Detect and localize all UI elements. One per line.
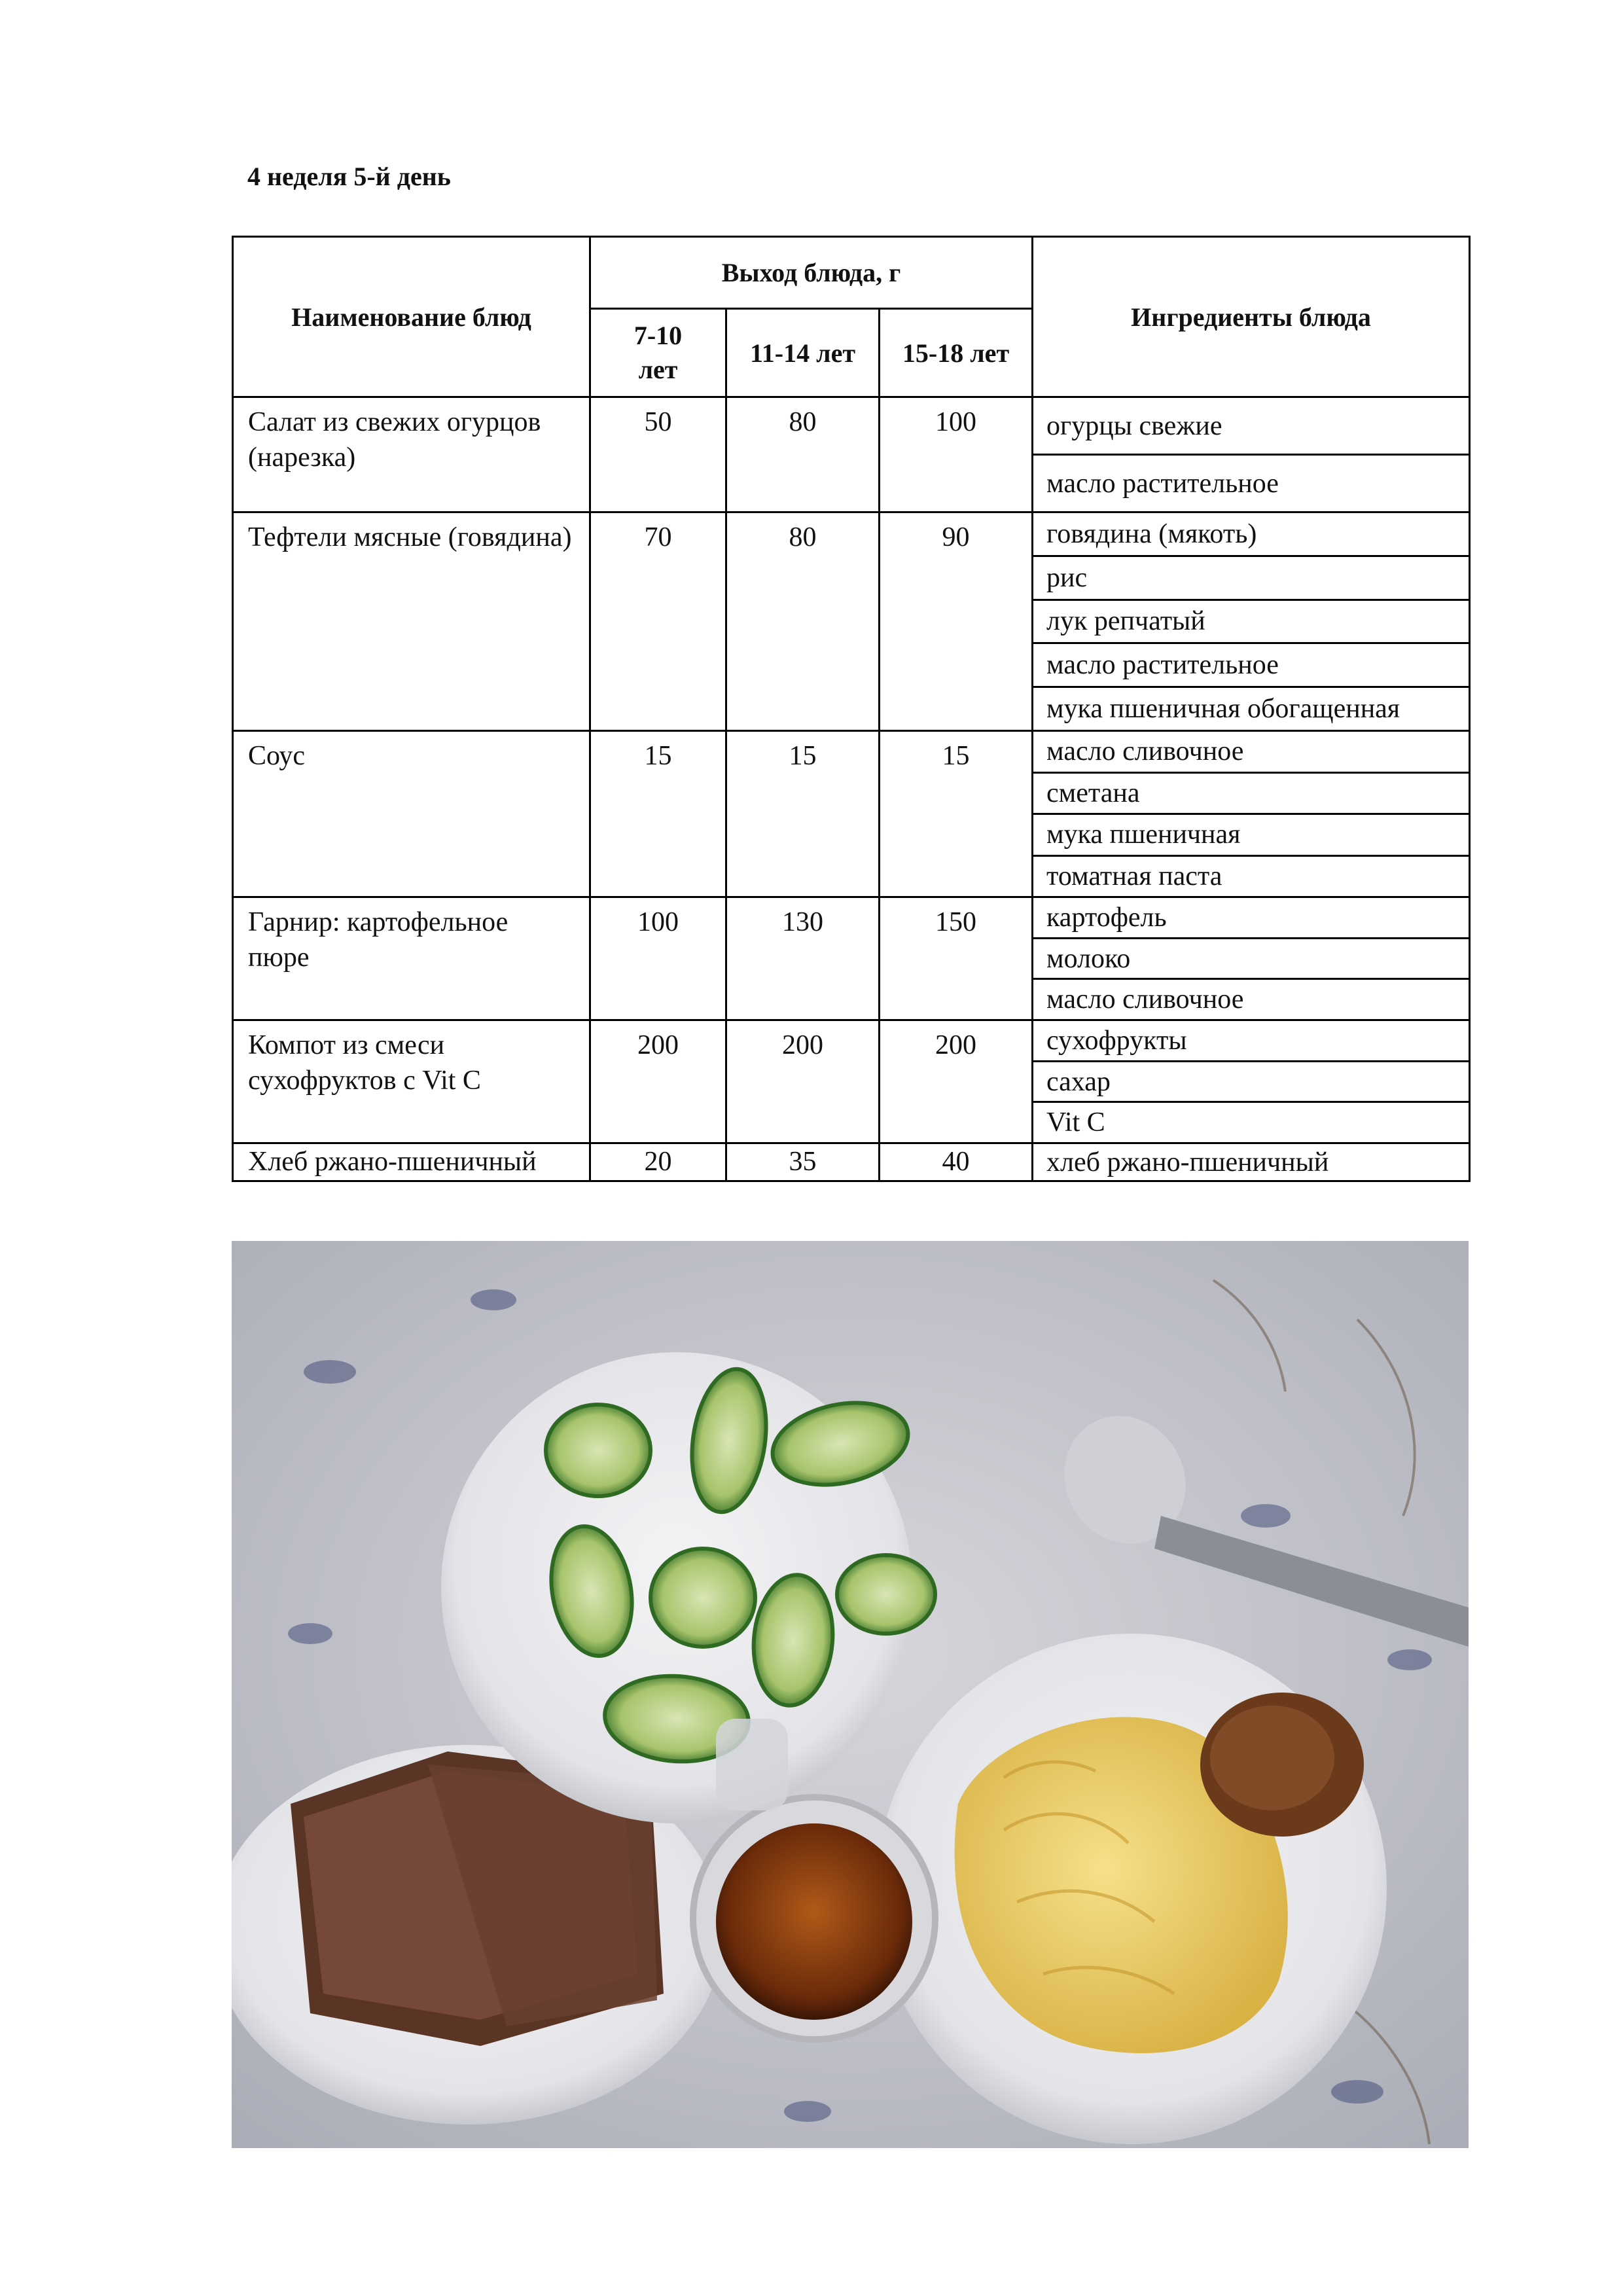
yield-7-10: 20 bbox=[590, 1143, 726, 1181]
ingredients-list bbox=[1033, 898, 1469, 1019]
yield-15-18: 150 bbox=[880, 897, 1033, 1020]
ingredient-item: сухофрукты bbox=[1046, 1025, 1187, 1056]
ingredient-item: томатная паста bbox=[1033, 855, 1469, 897]
meal-photo bbox=[232, 1241, 1469, 2148]
ingredient-item: Vit C bbox=[1033, 1101, 1469, 1142]
ingredients-cell bbox=[1033, 397, 1470, 512]
ingredient-item: рис bbox=[1033, 555, 1469, 599]
table-row bbox=[233, 897, 1470, 1020]
dish-name: Компот из смеси сухофруктов с Vit C bbox=[233, 1020, 590, 1143]
header-dish-name: Наименование блюд bbox=[233, 237, 590, 397]
ingredients-list bbox=[1033, 732, 1469, 896]
yield-7-10: 70 bbox=[590, 512, 726, 731]
yield-7-10: 200 bbox=[590, 1020, 726, 1143]
yield-11-14: 80 bbox=[726, 512, 880, 731]
yield-11-14: 15 bbox=[726, 731, 880, 897]
dish-name: Хлеб ржано-пшеничный bbox=[233, 1143, 590, 1181]
ingredient-item: масло растительное bbox=[1033, 642, 1469, 686]
header-yield: Выход блюда, г bbox=[590, 237, 1033, 309]
menu-table-body bbox=[233, 397, 1470, 1181]
ingredient-item: сметана bbox=[1033, 772, 1469, 814]
ingredient-item: мука пшеничная обогащенная bbox=[1033, 686, 1469, 730]
yield-7-10: 100 bbox=[590, 897, 726, 1020]
yield-15-18: 15 bbox=[880, 731, 1033, 897]
ingredient-item: огурцы свежие bbox=[1046, 410, 1222, 441]
yield-11-14: 35 bbox=[726, 1143, 880, 1181]
ingredient-item: масло сливочное bbox=[1046, 736, 1244, 767]
header-age-11-14: 11-14 лет bbox=[726, 309, 880, 397]
yield-11-14: 130 bbox=[726, 897, 880, 1020]
yield-11-14: 80 bbox=[726, 397, 880, 512]
ingredient-item: масло растительное bbox=[1033, 454, 1469, 511]
dish-name: Тефтели мясные (говядина) bbox=[233, 512, 590, 731]
yield-15-18: 90 bbox=[880, 512, 1033, 731]
ingredients-cell bbox=[1033, 1020, 1470, 1143]
table-row bbox=[233, 731, 1470, 897]
ingredient-item: мука пшеничная bbox=[1033, 813, 1469, 855]
ingredient-item: молоко bbox=[1033, 937, 1469, 978]
ingredients-cell bbox=[1033, 731, 1470, 897]
ingredient-item: масло сливочное bbox=[1033, 978, 1469, 1019]
yield-15-18: 100 bbox=[880, 397, 1033, 512]
header-age-15-18: 15-18 лет bbox=[880, 309, 1033, 397]
yield-7-10: 50 bbox=[590, 397, 726, 512]
dish-name: Салат из свежих огурцов (нарезка) bbox=[233, 397, 590, 512]
ingredients-cell bbox=[1033, 897, 1470, 1020]
yield-11-14: 200 bbox=[726, 1020, 880, 1143]
header-ingredients: Ингредиенты блюда bbox=[1033, 237, 1470, 397]
page-title: 4 неделя 5-й день bbox=[247, 162, 451, 191]
ingredients-list bbox=[1033, 398, 1469, 511]
ingredients-cell bbox=[1033, 1143, 1470, 1181]
ingredient-item: картофель bbox=[1046, 902, 1167, 933]
ingredients-list bbox=[1033, 513, 1469, 730]
table-row bbox=[233, 512, 1470, 731]
table-row bbox=[233, 1143, 1470, 1181]
dish-name: Гарнир: картофельное пюре bbox=[233, 897, 590, 1020]
ingredients-list bbox=[1033, 1144, 1469, 1180]
ingredient-item: сахар bbox=[1033, 1060, 1469, 1102]
ingredient-item: хлеб ржано-пшеничный bbox=[1046, 1147, 1329, 1177]
yield-7-10: 15 bbox=[590, 731, 726, 897]
ingredients-list bbox=[1033, 1021, 1469, 1142]
dish-name: Соус bbox=[233, 731, 590, 897]
yield-15-18: 40 bbox=[880, 1143, 1033, 1181]
yield-15-18: 200 bbox=[880, 1020, 1033, 1143]
ingredient-item: лук репчатый bbox=[1033, 599, 1469, 643]
table-row bbox=[233, 397, 1470, 512]
ingredients-cell bbox=[1033, 512, 1470, 731]
meal-photo-illustration bbox=[232, 1241, 1469, 2148]
header-age-7-10: 7-10 лет bbox=[590, 309, 726, 397]
ingredient-item: говядина (мякоть) bbox=[1046, 518, 1257, 549]
table-row bbox=[233, 1020, 1470, 1143]
menu-table bbox=[232, 236, 1471, 1182]
